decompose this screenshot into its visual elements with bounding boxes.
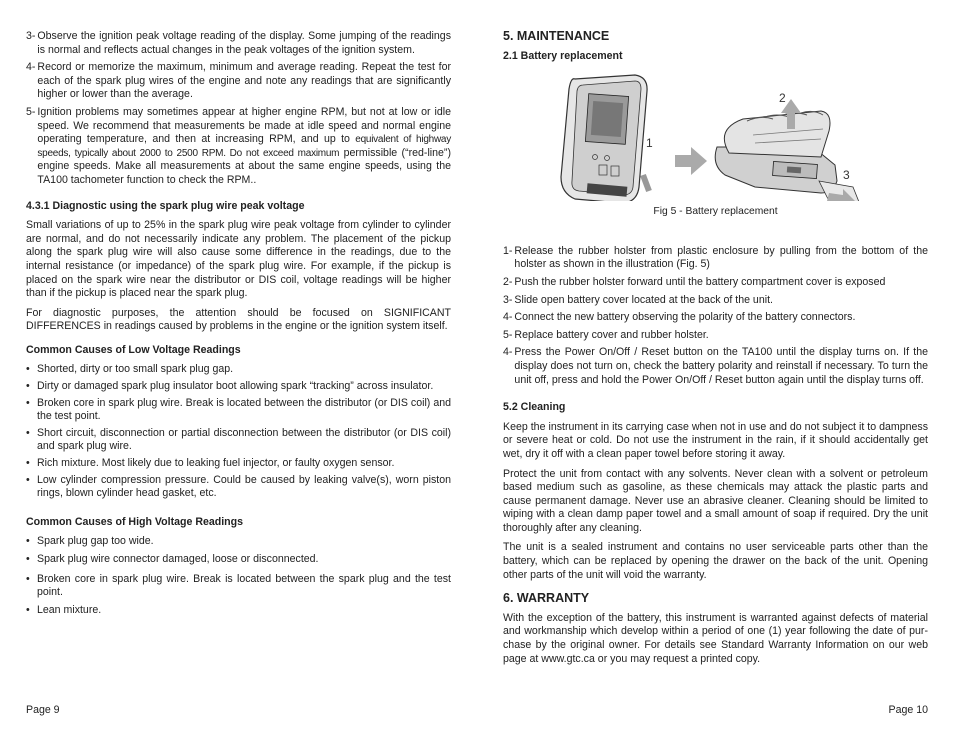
battery-replacement-figure xyxy=(503,69,928,201)
step-text: Release the rubber holster from plastic enclosure by pulling from the bottom of the holster as shown in the illustration (Fig. 5) xyxy=(514,244,928,271)
page-number-right: Page 10 xyxy=(888,704,928,716)
left-page xyxy=(26,30,451,620)
step-text-part: Ignition problems may sometimes appear at higher engine RPM, but not at low or idle speed. We recommend that measurements be made at idle speed and normal engine operating temperature, and then at increasing RPM, and up to xyxy=(37,105,451,146)
low-voltage-heading: Common Causes of Low Voltage Readings xyxy=(26,343,241,356)
step-3 xyxy=(503,294,928,308)
list-item xyxy=(26,474,451,501)
paragraph: With the exception of the battery, this instrument is warranted against defects of material and workmanship which develop within a period of one (1) year following the date of pur-chase by the original owner. For details see Standard Warranty Information on our web page at www.gtc.ca or you may request a printed copy. xyxy=(503,611,928,665)
step-3 xyxy=(26,30,451,57)
low-voltage-list xyxy=(26,363,451,500)
figure-label-1: 1 xyxy=(646,136,653,151)
paragraph: Small variations of up to 25% in the spark plug wire peak voltage from cylinder to cylinder are normal, and do not necessarily indicate any problem. The placement of the pickup along the spark plug wire will also cause some difference in the readings, due to the internal resistance (or impedance) of the spark plug wire. For example, if the pickup is placed on the spark wire near the distributor or DIS coil, voltage readings will be higher than if the pickup is placed near the spark plug. xyxy=(26,219,451,300)
list-item-text: Broken core in spark plug wire. Break is located between the distributor (or DIS coil) and the test point. xyxy=(37,396,451,423)
bullet-icon: • xyxy=(26,572,30,585)
list-item-text: Spark plug gap too wide. xyxy=(37,535,154,548)
bullet-icon: • xyxy=(26,473,30,486)
list-item-text: Low cylinder compression pressure. Could be caused by leaking valve(s), worn piston rings, blown cylinder head gasket, etc. xyxy=(37,473,451,500)
bullet-icon: • xyxy=(26,426,30,439)
paragraph: Protect the unit from contact with any solvents. Never clean with a solvent or petroleum based medium such as gasoline, as these chemicals may attack the plastic parts and cause permanent damage. Never use an abrasive cleaner. Cleaning should be limited to wiping with a clean damp paper towel and a small amount of soap if required. Dry the unit thoroughly after any cleaning. xyxy=(503,467,928,534)
section-heading-4-3-1: 4.3.1 Diagnostic using the spark plug wire peak voltage xyxy=(26,199,305,212)
list-item-text: Rich mixture. Most likely due to leaking fuel injector, or faulty oxygen sensor. xyxy=(37,457,395,470)
list-item-text: Spark plug wire connector damaged, loose or disconnected. xyxy=(37,553,319,565)
paragraph: The unit is a sealed instrument and contains no user serviceable parts other than the battery, which can be replaced by opening the drawer on the back of the unit. Opening other parts of the unit will void the warranty. xyxy=(503,541,928,581)
step-2 xyxy=(503,276,928,290)
bullet-icon: • xyxy=(26,363,30,376)
device-illustration xyxy=(561,75,649,201)
figure-label-2: 2 xyxy=(779,91,786,106)
list-item xyxy=(26,604,451,618)
right-page xyxy=(503,30,928,672)
step-5 xyxy=(26,106,451,188)
paragraph: Keep the instrument in its carrying case when not in use and do not subject it to dampness or severe heat or cold. Do not use the instrument in the rain, if it should accidentally get wet, dry it off with a clean paper towel before storing it away. xyxy=(503,420,928,460)
bullet-icon: • xyxy=(26,457,30,470)
procedure-steps xyxy=(26,30,451,188)
step-text: Press the Power On/Off / Reset button on the TA100 until the display turns on. If the display does not turn on, check the battery polarity and reinstall if necessary. To turn the unit off, press and hold the Power On/Off / Reset button again until the display turns off. xyxy=(514,346,928,386)
step-number: 4- xyxy=(503,346,513,359)
section-heading-battery: 2.1 Battery replacement xyxy=(503,49,623,62)
step-text xyxy=(37,106,451,188)
figure-label-3: 3 xyxy=(843,168,850,183)
bullet-icon: • xyxy=(26,553,30,565)
step-number: 4- xyxy=(503,311,513,324)
list-item-text: Dirty or damaged spark plug insulator boot allowing spark “tracking” across insulator. xyxy=(37,380,434,393)
bullet-icon: • xyxy=(26,380,30,393)
battery-illustration xyxy=(503,69,928,201)
bullet-icon: • xyxy=(26,396,30,409)
step-4 xyxy=(503,311,928,325)
paragraph: For diagnostic purposes, the attention should be focused on SIGNIFICANT DIFFERENCES in readings caused by problems in the engine or the ignition system itself. xyxy=(26,306,451,333)
step-text: Push the rubber holster forward until the battery compartment cover is exposed xyxy=(514,275,886,288)
step-text: Record or memorize the maximum, minimum and average reading. Repeat the test for each of the spark plug wires of the engine and note any readings that are significantly higher or lower than the average. xyxy=(37,61,451,101)
list-item-text: Lean mixture. xyxy=(37,603,102,616)
list-item-text: Shorted, dirty or too small spark plug gap. xyxy=(37,363,234,376)
step-1 xyxy=(503,245,928,272)
section-heading-warranty: 6. WARRANTY xyxy=(503,591,590,606)
step-number: 5- xyxy=(26,105,36,118)
step-6 xyxy=(503,346,928,387)
list-item-text: Short circuit, disconnection or partial disconnection between the distributor (or DIS coil) and spark plug wire. xyxy=(37,426,451,453)
step-number: 3- xyxy=(26,30,36,42)
step-number: 5- xyxy=(503,328,513,341)
list-item xyxy=(26,553,451,567)
list-item-text: Broken core in spark plug wire. Break is located between the spark plug and the test point. xyxy=(37,572,451,599)
list-item xyxy=(26,535,451,549)
step-text: Connect the new battery observing the polarity of the battery connectors. xyxy=(514,311,856,324)
battery-steps xyxy=(503,245,928,387)
step-text: Observe the ignition peak voltage reading of the display. Some jumping of the readings is normal and reflects actual changes in the peak voltages of the ignition system. xyxy=(37,30,451,56)
step-text: Slide open battery cover located at the back of the unit. xyxy=(514,293,773,306)
step-text-part: permissible (“red-line”) engine speeds. Make all measurements at about the same engine speeds, using the TA100 tachometer function to check the RPM.. xyxy=(37,146,451,186)
high-voltage-heading: Common Causes of High Voltage Readings xyxy=(26,515,244,528)
list-item xyxy=(26,380,451,394)
step-number: 4- xyxy=(26,61,36,74)
list-item xyxy=(26,363,451,377)
section-heading-5: 5. MAINTENANCE xyxy=(503,29,610,43)
step-5 xyxy=(503,329,928,343)
bullet-icon: • xyxy=(26,603,30,616)
step-number: 1- xyxy=(503,244,513,257)
step-text: Replace battery cover and rubber holster. xyxy=(514,328,709,341)
arrow-right-icon xyxy=(675,147,707,175)
step-text-part: equivalent of highway speeds, typically about 2000 to 2500 RPM. Do not exceed maximum xyxy=(37,134,451,159)
list-item xyxy=(26,573,451,600)
step-number: 3- xyxy=(503,293,513,306)
page-number-left: Page 9 xyxy=(26,704,60,716)
figure-caption: Fig 5 - Battery replacement xyxy=(653,206,778,218)
list-item xyxy=(26,457,451,471)
step-number: 2- xyxy=(503,275,513,288)
high-voltage-list xyxy=(26,535,451,617)
list-item xyxy=(26,427,451,454)
step-4 xyxy=(26,61,451,102)
section-heading-cleaning: 5.2 Cleaning xyxy=(503,401,566,414)
bullet-icon: • xyxy=(26,535,30,548)
list-item xyxy=(26,397,451,424)
